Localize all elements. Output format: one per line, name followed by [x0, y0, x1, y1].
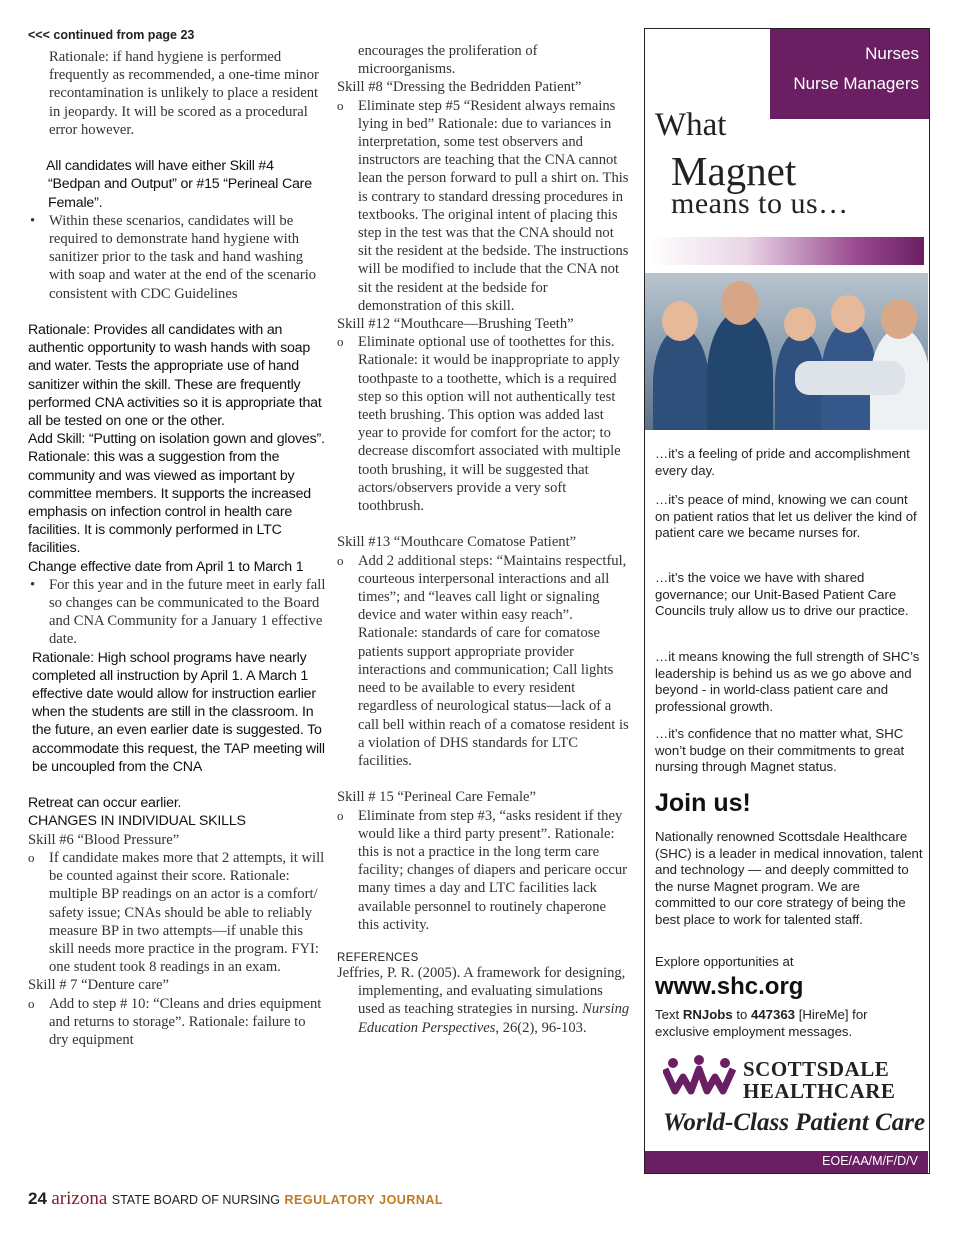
bullet-item: • Within these scenarios, candidates will be required to demonstrate hand hygiene with sanitizer prior to the task and hand washing with soap and water at the end of the scenario consistent with CDC Guidelines: [28, 212, 328, 303]
board-name: STATE BOARD OF NURSING: [111, 1193, 281, 1207]
ad-explore-text: Explore opportunities at: [655, 954, 794, 969]
person-head: [831, 295, 865, 333]
logo-text-line2: HEALTHCARE: [743, 1079, 896, 1103]
person-head: [881, 299, 917, 339]
reference-entry: [337, 964, 630, 1037]
gradient-bar: [650, 237, 924, 265]
text-message-info: [655, 1007, 923, 1040]
paragraph: Change effective date from April 1 to March 1: [28, 558, 304, 575]
paragraph: Retreat can occur earlier.: [28, 795, 182, 812]
bullet-item: • For this year and in the future meet in early fall so changes can be communicated to the Board and CNA Community for a January 1 effective date.: [28, 576, 328, 649]
ad-header-line: Nurse Managers: [793, 74, 919, 93]
paragraph: encourages the proliferation of microorganisms.: [358, 43, 538, 78]
skill-item: o Add to step # 10: “Cleans and dries equipment and returns to storage”. Rationale: failure to dry equipment: [28, 995, 328, 1050]
equipment-shape: [795, 361, 905, 395]
section-heading: CHANGES IN INDIVIDUAL SKILLS: [28, 813, 246, 830]
reference-tail: , 26(2), 96-103.: [495, 1019, 587, 1036]
ad-header-line: Nurses: [865, 44, 919, 63]
text-suffix: [HireMe] for exclusive employment messages.: [655, 1007, 868, 1039]
shortcode: 447363: [751, 1007, 796, 1022]
nurses-photo: [645, 273, 928, 430]
paragraph: Rationale: High school programs have nearly completed all instruction by April 1. A March 1 effective date would allow for instruction earlier when the students are still in the classroom. In the future, an even earlier date is suggested. To accommodate this request, the TAP meeting will be uncoupled from the CNA: [32, 649, 325, 775]
person-head: [721, 281, 759, 325]
continued-from-label: <<< continued from page 23: [28, 28, 195, 42]
skill-item: o Eliminate optional use of toothettes for this. Rationale: it would be inappropriate to apply toothpaste to a toothette, which is a required step so this option will not authentically test teeth brushing. This option was added last year to provide for comfort for the actor; to decrease discomfort associated with multiple tooth brushing, it will be suggested that actors/observers provide a very soft toothbrush.: [337, 333, 630, 515]
text-prefix: Text: [655, 1007, 683, 1022]
paragraph: Rationale: if hand hygiene is performed frequently as recommended, a one-time minor recontamination is unlikely to place a resident in jeopardy. It will be scored as a procedural error however.: [49, 49, 319, 138]
person-figure: [653, 328, 709, 430]
ad-paragraph: …it’s confidence that no matter what, SHC won’t budge on their commitments to great nursing through Magnet status.: [655, 726, 905, 775]
keyword: RNJobs: [682, 1007, 733, 1022]
logo-icon: [663, 1055, 739, 1099]
person-head: [662, 301, 698, 341]
skill-heading: Skill # 7 “Denture care”: [28, 977, 170, 994]
text-mid: to: [732, 1007, 752, 1022]
page-number: 24: [28, 1189, 47, 1208]
skill-item: o Eliminate from step #3, “asks resident if they would like a third party present”. Rationale: this is not a practice in the long term care facility; changes of diapers and pericare occur many times a day and LTC facilities lack available personnel to routinely chaperone this activity.: [337, 807, 630, 934]
skill-heading: Skill # 15 “Perineal Care Female”: [337, 789, 536, 806]
ad-paragraph: …it’s peace of mind, knowing we can count on patient ratios that let us deliver the kind of patient care we became nurses for.: [655, 492, 917, 541]
paragraph: Add Skill: “Putting on isolation gown and gloves”.: [28, 431, 325, 448]
ad-headline-what: What: [655, 107, 727, 143]
skill-heading: Skill #12 “Mouthcare—Brushing Teeth”: [337, 316, 574, 333]
paragraph: All candidates will have either Skill #4 “Bedpan and Output” or #15 “Perineal Care Female”.: [46, 158, 312, 211]
ad-paragraph: …it means knowing the full strength of SHC’s leadership is behind us as we go above and beyond - in world-class patient care and professional growth.: [655, 649, 920, 714]
skill-heading: Skill #6 “Blood Pressure”: [28, 831, 180, 848]
skill-item: o Eliminate step #5 “Resident always remains lying in bed” Rationale: due to variances in interpretation, some test observers and instructors are teaching that the CNA cannot lean the person forward to pull a shirt on. This is contrary to standard dressing procedures in textbooks. The original intent of placing this step in the test was that the CNA should not sit the resident at the bedside. The instructions will be modified to include that the CNA not sit the resident at the bedside for demonstration of this skill.: [337, 97, 630, 315]
ad-header-box: [770, 29, 929, 119]
ad-paragraph: Nationally renowned Scottsdale Healthcare (SHC) is a leader in medical innovation, talent and technology — and deeply committed to the nurse Magnet program. We are committed to our core strategy of being the best place to work for talented staff.: [655, 829, 923, 927]
reference-text: Jeffries, P. R. (2005). A framework for designing, implementing, and evaluating simulations used as teaching strategies in nursing.: [337, 964, 626, 1018]
skill-heading: Skill #8 “Dressing the Bedridden Patient”: [337, 79, 582, 96]
skill-heading: Skill #13 “Mouthcare Comatose Patient”: [337, 534, 577, 551]
paragraph: Rationale: Provides all candidates with an authentic opportunity to wash hands with soap and water. Tests the appropriate use of hand sanitizer within the skill. These are frequently performed CNA activities so it is appropriate that all be tested on one or the other.: [28, 322, 322, 430]
logo-text-line1: SCOTTSDALE: [743, 1057, 890, 1081]
tagline: World-Class Patient Care: [663, 1109, 926, 1136]
reference-journal: Nursing Education Perspectives: [358, 1001, 630, 1036]
references-heading: REFERENCES: [337, 951, 419, 964]
article-column-1: [28, 28, 328, 1049]
skill-item: o Add 2 additional steps: “Maintains respectful, courteous interpersonal interactions and all times”; and “leaves call light or signaling device and water within easy reach”. Rationale: standards of care for comatose patients support appropriate provider interactions and communication; Call lights need to be available to every resident regardless of neurological status—lack of a call bell within reach of a comatose resident is a violation of DHS standards for LTC facilities.: [337, 552, 630, 770]
scottsdale-healthcare-logo: [663, 1055, 923, 1105]
skill-item: o If candidate makes more that 2 attempts, it will be counted against their score. Rationale: multiple BP readings on an actor is a comfort/ safety issue; CNAs should be able to reliably measure BP in two attempts—if unable this skill needs more practice in the program. FYI: one student took 8 readings in an exam.: [28, 849, 328, 976]
journal-name: REGULATORY JOURNAL: [284, 1193, 444, 1207]
person-head: [784, 307, 816, 341]
join-us-heading: Join us!: [655, 789, 751, 817]
ad-paragraph: …it’s the voice we have with shared governance; our Unit-Based Patient Care Councils truly allow us to drive our practice.: [655, 570, 909, 619]
magnet-advertisement: [644, 28, 930, 1174]
article-column-2: [337, 42, 630, 1037]
person-figure: [707, 311, 773, 430]
ad-headline-means: means to us…: [671, 187, 849, 220]
eoe-bar: EOE/AA/M/F/D/V: [645, 1151, 928, 1173]
website-link[interactable]: www.shc.org: [655, 973, 804, 1000]
arizona-wordmark: arizona: [51, 1188, 108, 1209]
paragraph: Rationale: this was a suggestion from the community and was viewed as important by committee members. It supports the increased emphasis on infection control in health care facilities. It is commonly performed in LTC facilities.: [28, 449, 311, 557]
page-footer: [28, 1188, 443, 1210]
ad-paragraph: …it’s a feeling of pride and accomplishment every day.: [655, 446, 910, 478]
ad-headline-magnet: Magnet: [671, 148, 797, 194]
